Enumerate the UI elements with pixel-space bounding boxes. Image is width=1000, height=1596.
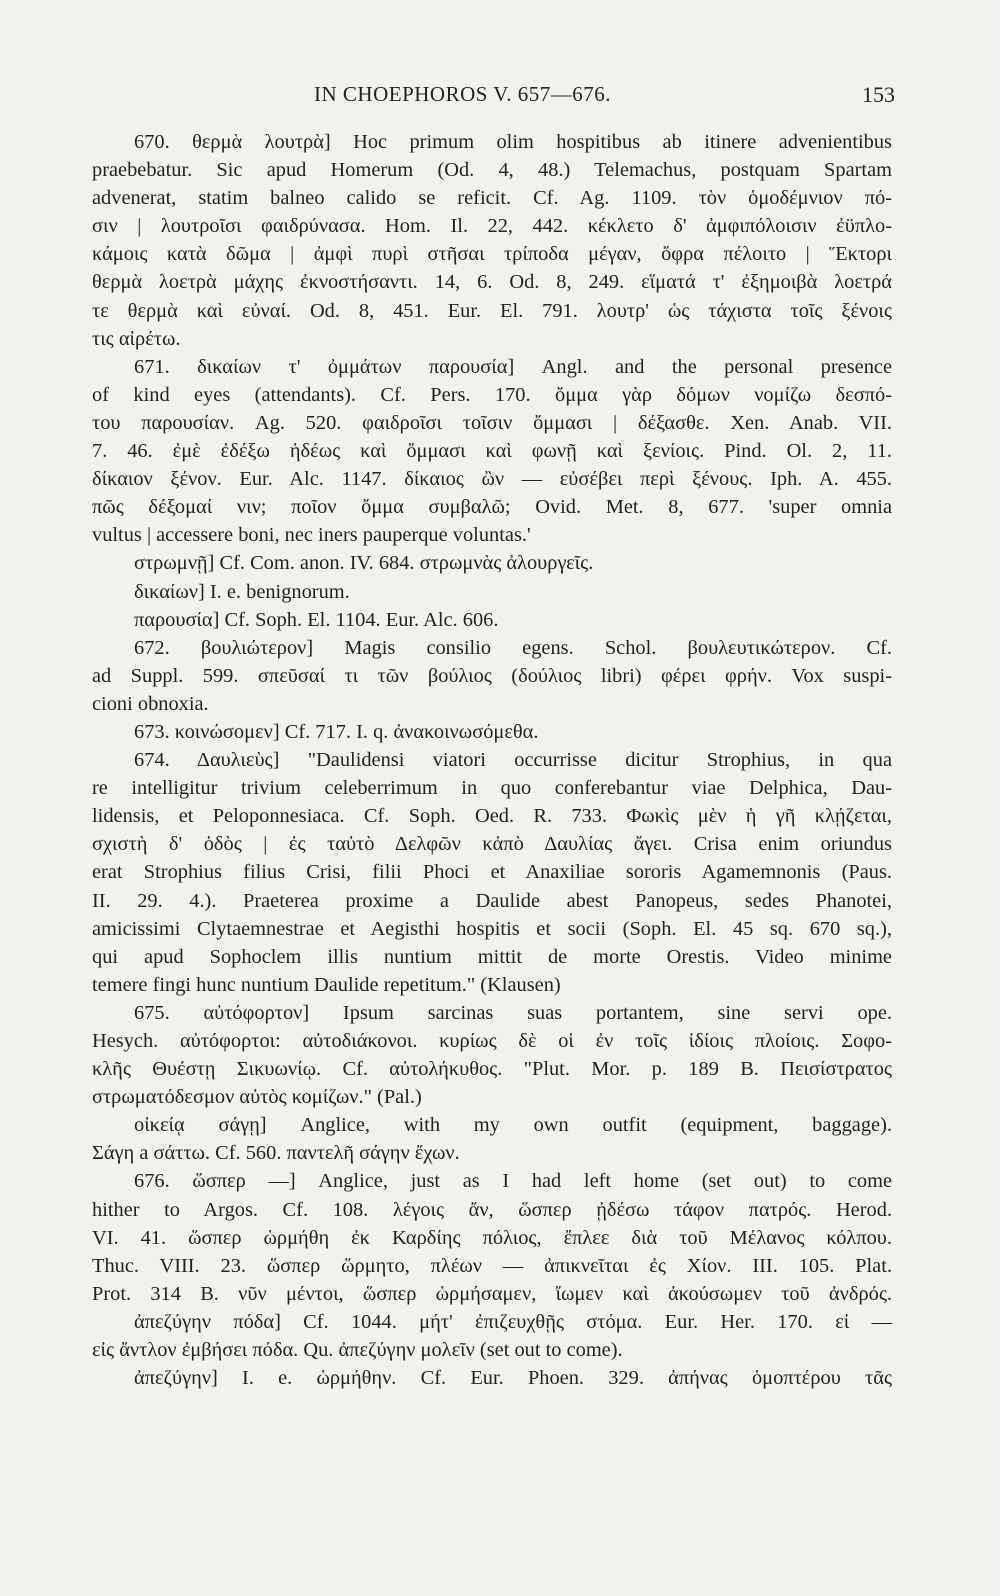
commentary-text: [92, 128, 892, 1392]
text-line: amicissimi Clytaemnestrae et Aegisthi hospitis et socii (Soph. El. 45 sq. 670 sq.),: [92, 917, 892, 940]
text-line: ad Suppl. 599. σπεῦσαί τι τῶν βούλιος (δούλιος libri) φέρει φρήν. Vox suspi-: [92, 664, 892, 687]
text-line: praebebatur. Sic apud Homerum (Od. 4, 48.) Telemachus, postquam Spartam: [92, 159, 892, 182]
text-line: 676. ὥσπερ —] Anglice, just as I had left home (set out) to come: [134, 1170, 892, 1193]
running-title: IN CHOEPHOROS V. 657—676.: [314, 82, 612, 106]
text-line: εἰς ἄντλον ἐμβήσει πόδα. Qu. ἀπεζύγην μολεῖν (set out to come).: [92, 1339, 623, 1362]
text-line: ἀπεζύγην] I. e. ὡρμήθην. Cf. Eur. Phoen. 329. ἀπήνας ὁμοπτέρου τᾶς: [134, 1367, 892, 1390]
text-line: advenerat, statim balneo calido se reficit. Cf. Ag. 1109. τὸν ὁμοδέμνιον πό-: [92, 187, 892, 210]
text-line: στρωματόδεσμον αὐτὸς κομίζων." (Pal.): [92, 1086, 422, 1109]
text-line: ἀπεζύγην πόδα] Cf. 1044. μήτ' ἐπιζευχθῇς στόμα. Eur. Her. 170. εἰ —: [134, 1310, 892, 1333]
text-line: σχιστὴ δ' ὁδὸς | ἐς ταὐτὸ Δελφῶν κἀπὸ Δαυλίας ἄγει. Crisa enim oriundus: [92, 833, 892, 856]
text-line: 672. βουλιώτερον] Magis consilio egens. Schol. βουλευτικώτερον. Cf.: [134, 636, 892, 659]
text-line: κάμοις κατὰ δῶμα | ἀμφὶ πυρὶ στῆσαι τρίποδα μέγαν, ὄφρα πέλοιτο | Ἕκτορι: [92, 243, 892, 266]
text-line: στρωμνῇ] Cf. Com. anon. IV. 684. στρωμνὰς ἀλουργεῖς.: [134, 552, 594, 575]
text-line: 670. θερμὰ λουτρὰ] Hoc primum olim hospitibus ab itinere advenientibus: [134, 131, 892, 153]
text-line: re intelligitur trivium celeberrimum in quo conferebantur viae Delphica, Dau-: [92, 777, 892, 800]
text-line: Σάγη a σάττω. Cf. 560. παντελῆ σάγην ἔχων.: [92, 1142, 460, 1165]
text-line: πῶς δέξομαί νιν; ποῖον ὄμμα συμβαλῶ; Ovid. Met. 8, 677. 'super omnia: [92, 496, 892, 519]
text-line: Thuc. VIII. 23. ὥσπερ ὥρμητο, πλέων — ἀπικνεῖται ἐς Χίον. III. 105. Plat.: [92, 1254, 892, 1277]
text-line: σιν | λουτροῖσι φαιδρύνασα. Hom. Il. 22, 442. κέκλετο δ' ἀμφιπόλοισιν ἐϋπλο-: [92, 215, 892, 238]
text-line: 675. αὐτόφορτον] Ipsum sarcinas suas portantem, sine servi ope.: [134, 1001, 892, 1024]
text-line: temere fingi hunc nuntium Daulide repetitum." (Klausen): [92, 973, 561, 996]
text-line: κλῆς Θυέστῃ Σικυωνίῳ. Cf. αὐτολήκυθος. "Plut. Mor. p. 189 B. Πεισίστρατος: [92, 1058, 892, 1081]
text-line: II. 29. 4.). Praeterea proxime a Daulide abest Panopeus, sedes Phanotei,: [92, 889, 892, 912]
text-line: του παρουσίαν. Ag. 520. φαιδροῖσι τοῖσιν ὄμμασι | δέξασθε. Xen. Anab. VII.: [92, 411, 892, 434]
text-line: δικαίων] I. e. benignorum.: [134, 580, 350, 603]
text-line: παρουσία] Cf. Soph. El. 1104. Eur. Alc. 606.: [134, 608, 499, 631]
text-line: 7. 46. ἐμὲ ἐδέξω ἡδέως καὶ ὄμμασι καὶ φωνῇ καὶ ξενίοις. Pind. Ol. 2, 11.: [92, 440, 892, 463]
text-line: δίκαιον ξένον. Eur. Alc. 1147. δίκαιος ὢν — εὐσέβει περὶ ξένους. Iph. A. 455.: [92, 468, 892, 491]
text-line: VI. 41. ὥσπερ ὡρμήθη ἐκ Καρδίης πόλιος, ἔπλεε διὰ τοῦ Μέλανος κόλπου.: [92, 1226, 892, 1249]
text-line: Hesych. αὐτόφορτοι: αὐτοδιάκονοι. κυρίως δὲ οἱ ἐν τοῖς ἰδίοις πλοίοις. Σοφο-: [92, 1030, 892, 1052]
text-line: cioni obnoxia.: [92, 692, 209, 715]
text-line: 674. Δαυλιεὺς] "Daulidensi viatori occurrisse dicitur Strophius, in qua: [134, 749, 892, 772]
page-header: [92, 82, 895, 112]
text-line: τις αἰρέτω.: [92, 327, 181, 350]
text-line: lidensis, et Peloponnesiaca. Cf. Soph. Oed. R. 733. Φωκὶς μὲν ἡ γῆ κλῄζεται,: [92, 805, 892, 828]
text-line: οἰκείᾳ σάγῃ] Anglice, with my own outfit (equipment, baggage).: [134, 1114, 892, 1137]
page-number: 153: [862, 82, 895, 107]
text-line: qui apud Sophoclem illis nuntium mittit de morte Orestis. Video minime: [92, 945, 892, 968]
text-line: 673. κοινώσομεν] Cf. 717. I. q. ἀνακοινωσόμεθα.: [134, 720, 539, 743]
text-line: hither to Argos. Cf. 108. λέγοις ἄν, ὥσπερ ᾐδέσω τάφον πατρός. Herod.: [92, 1198, 892, 1221]
text-line: θερμὰ λοετρὰ μάχης ἐκνοστήσαντι. 14, 6. Od. 8, 249. εἵματά τ' ἐξημοιβὰ λοετρά: [92, 271, 892, 294]
text-line: Prot. 314 B. νῦν μέντοι, ὥσπερ ὡρμήσαμεν, ἴωμεν καὶ ἀκούσωμεν τοῦ ἀνδρός.: [92, 1282, 892, 1305]
text-line: of kind eyes (attendants). Cf. Pers. 170. ὄμμα γὰρ δόμων νομίζω δεσπό-: [92, 383, 892, 406]
text-line: vultus | accessere boni, nec iners pauperque voluntas.': [92, 524, 531, 547]
text-line: 671. δικαίων τ' ὀμμάτων παρουσία] Angl. and the personal presence: [134, 355, 892, 378]
text-line: τε θερμὰ καὶ εὐναί. Od. 8, 451. Eur. El. 791. λουτρ' ὡς τάχιστα τοῖς ξένοις: [92, 299, 892, 322]
text-line: erat Strophius filius Crisi, filii Phoci et Anaxiliae sororis Agamemnonis (Paus.: [92, 861, 892, 884]
